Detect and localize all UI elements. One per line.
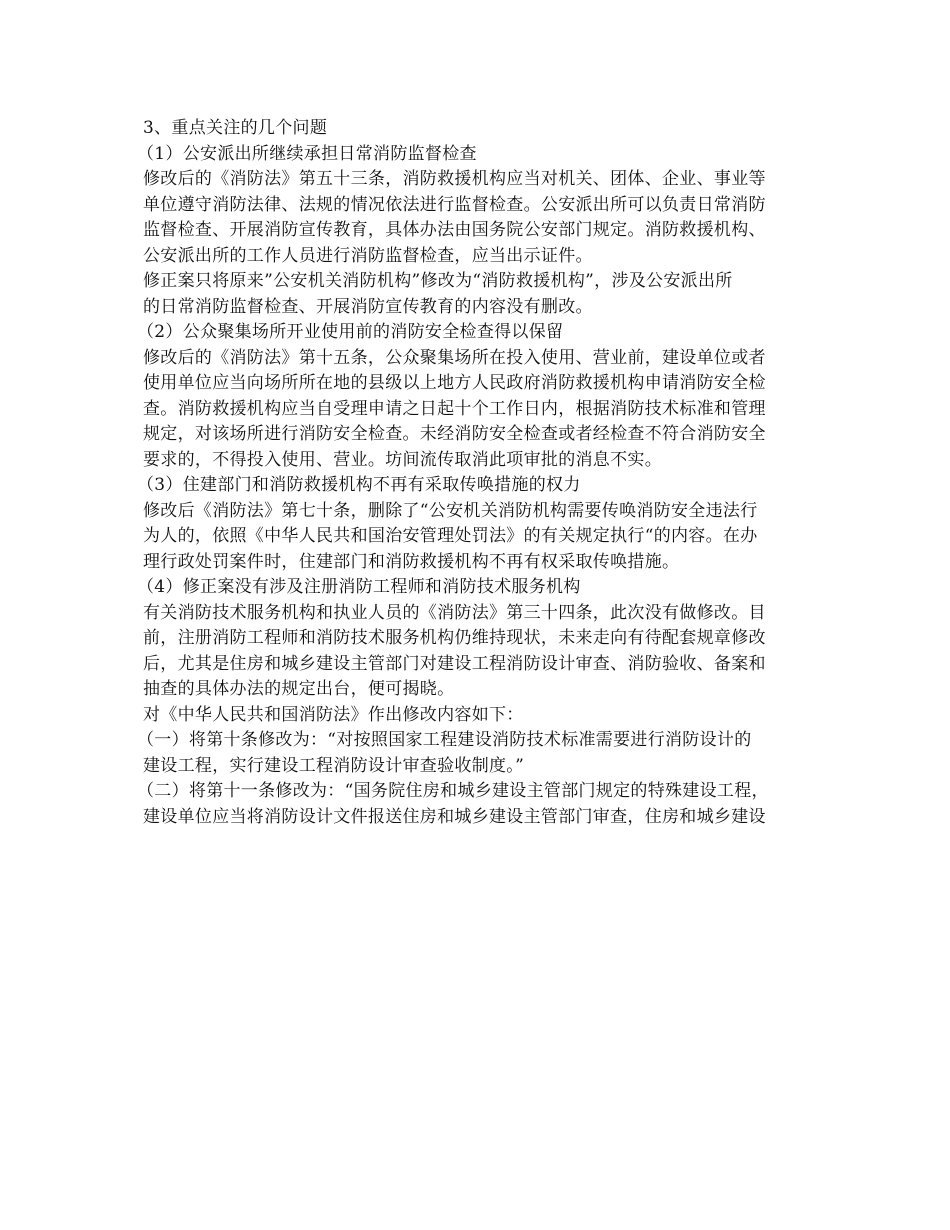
- paragraph-line: 查。消防救援机构应当自受理申请之日起十个工作日内，根据消防技术标准和管理: [143, 398, 766, 419]
- paragraph-line: 有关消防技术服务机构和执业人员的《消防法》第三十四条，此次没有做修改。目: [143, 602, 766, 623]
- paragraph-line: 抽查的具体办法的规定出台，便可揭晓。: [143, 679, 455, 699]
- paragraph-line: 修改后的《消防法》第十五条，公众聚集场所在投入使用、营业前，建设单位或者: [143, 347, 766, 368]
- paragraph-line: 要求的，不得投入使用、营业。坊间流传取消此项审批的消息不实。: [143, 449, 662, 470]
- paragraph-line: 建设单位应当将消防设计文件报送住房和城乡建设主管部门审查，住房和城乡建设: [143, 806, 766, 827]
- amendment-item-2: （二）将第十一条修改为：“国务院住房和城乡建设主管部门规定的特殊建设工程，: [137, 781, 769, 801]
- paragraph-line: 后，尤其是住房和城乡建设主管部门对建设工程消防设计审查、消防验收、备案和: [143, 653, 766, 674]
- subheading-2: （2）公众聚集场所开业使用前的消防安全检查得以保留: [137, 322, 564, 342]
- paragraph-line: 监督检查、开展消防宣传教育，具体办法由国务院公安部门规定。消防救援机构、: [143, 220, 766, 240]
- paragraph-line: 单位遵守消防法律、法规的情况依法进行监督检查。公安派出所可以负责日常消防: [143, 194, 766, 215]
- paragraph-line: 为人的，依照《中华人民共和国治安管理处罚法》的有关规定执行“的内容。在办: [143, 526, 758, 546]
- paragraph-line: 修改后的《消防法》第五十三条，消防救援机构应当对机关、团体、企业、事业等: [143, 169, 766, 189]
- paragraph-line: 修改后《消防法》第七十条，删除了“公安机关消防机构需要传唤消防安全违法行: [143, 500, 758, 521]
- paragraph-line: 使用单位应当向场所所在地的县级以上地方人民政府消防救援机构申请消防安全检: [143, 373, 766, 393]
- amendment-item-1: （一）将第十条修改为：“对按照国家工程建设消防技术标准需要进行消防设计的: [137, 730, 752, 750]
- paragraph-line: 的日常消防监督检查、开展消防宣传教育的内容没有删改。: [143, 296, 593, 317]
- subheading-4: （4）修正案没有涉及注册消防工程师和消防技术服务机构: [137, 577, 581, 597]
- paragraph-line: 规定，对该场所进行消防安全检查。未经消防安全检查或者经检查不符合消防安全: [143, 424, 766, 444]
- paragraph-line: 理行政处罚案件时，住建部门和消防救援机构不再有权采取传唤措施。: [143, 551, 680, 572]
- subheading-1: （1）公安派出所继续承担日常消防监督检查: [137, 143, 477, 164]
- paragraph-line: 对《中华人民共和国消防法》作出修改内容如下：: [143, 704, 524, 725]
- paragraph-line: 前，注册消防工程师和消防技术服务机构仍维持现状，未来走向有待配套规章修改: [143, 628, 766, 648]
- paragraph-line: 建设工程，实行建设工程消防设计审查验收制度。”: [143, 755, 525, 776]
- section-heading: 3、重点关注的几个问题: [143, 118, 328, 138]
- document-body: [137, 116, 833, 830]
- paragraph-line: 公安派出所的工作人员进行消防监督检查，应当出示证件。: [143, 245, 593, 266]
- subheading-3: （3）住建部门和消防救援机构不再有采取传唤措施的权力: [137, 475, 581, 495]
- paragraph-line: 修正案只将原来”公安机关消防机构”修改为“消防救援机构”，涉及公安派出所: [143, 271, 733, 291]
